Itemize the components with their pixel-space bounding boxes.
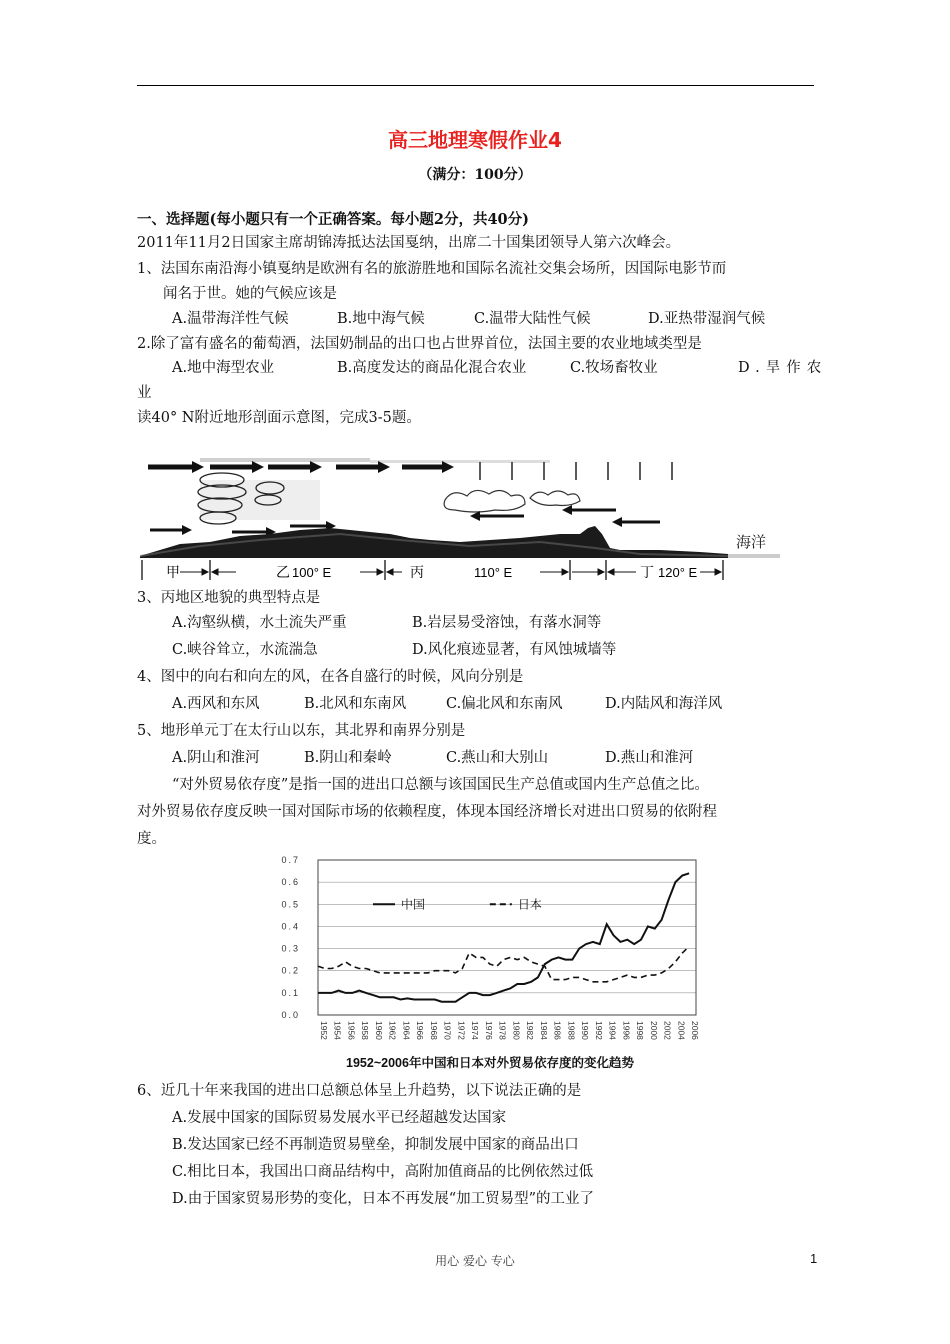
chart-legend [373, 896, 542, 911]
x-tick-label: 1952 [319, 1021, 329, 1040]
x-tick-label: 1960 [373, 1021, 384, 1040]
q3-option-b: B.岩层易受溶蚀，有落水洞等 [412, 615, 602, 631]
profile-intro: 读40° N附近地形剖面示意图，完成3-5题。 [137, 410, 421, 426]
longitude-100e: 100° E [292, 565, 332, 580]
q3-option-a: A.沟壑纵横，水土流失严重 [172, 615, 347, 631]
q3-stem: 3、丙地区地貌的典型特点是 [137, 590, 321, 606]
x-tick-label: 2000 [648, 1021, 659, 1040]
x-tick-label: 1978 [497, 1021, 508, 1040]
x-tick-label: 1984 [538, 1021, 549, 1040]
chart-title: 1952~2006年中国和日本对外贸易依存度的变化趋势 [346, 1056, 634, 1070]
x-axis-ticks [319, 1021, 700, 1040]
x-tick-label: 1974 [470, 1021, 481, 1040]
y-tick-label: 0.4 [281, 921, 300, 932]
q1-option-a: A.温带海洋性气候 [172, 311, 289, 327]
q2-option-b: B.高度发达的商品化混合农业 [337, 360, 527, 376]
q5-option-b: B.阴山和秦岭 [304, 750, 392, 766]
q1-option-b: B.地中海气候 [337, 311, 425, 327]
sea-surface [728, 554, 780, 558]
y-axis-ticks [281, 855, 300, 1020]
x-tick-label: 1988 [566, 1021, 577, 1040]
region-label-jia: 甲 [166, 564, 180, 580]
chart-grid [318, 882, 696, 993]
q4-option-c: C.偏北风和东南风 [446, 696, 563, 712]
paragraph-line-1: “对外贸易依存度”是指一国的进出口总额与该国国民生产总值或国内生产总值之比。 [172, 777, 709, 793]
x-tick-label: 1958 [360, 1021, 371, 1040]
x-tick-label: 1994 [607, 1021, 618, 1040]
y-tick-label: 0.0 [281, 1010, 300, 1020]
q2-option-c: C.牧场畜牧业 [570, 360, 658, 376]
region-label-bing: 丙 [410, 564, 424, 580]
legend-label: 日本 [517, 897, 542, 912]
x-tick-label: 1980 [511, 1021, 522, 1040]
x-tick-label: 1956 [346, 1021, 357, 1040]
x-tick-label: 1976 [483, 1021, 494, 1040]
q2-option-a: A.地中海型农业 [172, 360, 275, 376]
x-tick-label: 1970 [442, 1021, 453, 1040]
q2-option-d: D.旱作农 [738, 360, 828, 376]
chart-series [318, 873, 689, 1001]
q2-option-d-wrap: 业 [137, 385, 152, 401]
y-tick-label: 0.7 [281, 855, 300, 865]
region-label-ding: 丁 [640, 564, 654, 580]
y-tick-label: 0.1 [281, 987, 300, 998]
section-intro: 2011年11月2日国家主席胡锦涛抵达法国戛纳，出席二十国集团领导人第六次峰会。 [137, 235, 681, 251]
ocean-label: 海洋 [736, 534, 767, 551]
legend-label: 中国 [400, 897, 425, 912]
q1-stem: 1、法国东南沿海小镇戛纳是欧洲有名的旅游胜地和国际名流社交集会场所，因国际电影节而 [137, 261, 727, 277]
y-tick-label: 0.2 [281, 965, 300, 976]
q6-option-d: D.由于国家贸易形势的变化，日本不再发展“加工贸易型”的工业了 [172, 1191, 595, 1207]
x-tick-label: 1998 [635, 1021, 646, 1040]
q2-stem: 2.除了富有盛名的葡萄酒，法国奶制品的出口也占世界首位，法国主要的农业地域类型是 [137, 336, 702, 352]
x-tick-label: 2004 [676, 1021, 687, 1040]
longitude-120e: 120° E [658, 565, 698, 580]
page-number: 1 [810, 1251, 818, 1266]
y-tick-label: 0.5 [281, 899, 300, 910]
x-tick-label: 2006 [690, 1021, 701, 1040]
paragraph-line-3: 度。 [137, 831, 166, 847]
q3-option-c: C.峡谷耸立，水流湍急 [172, 642, 318, 658]
q4-option-d: D.内陆风和海洋风 [605, 696, 723, 712]
x-tick-label: 1982 [525, 1021, 536, 1040]
q4-option-b: B.北风和东南风 [304, 696, 407, 712]
q6-option-c: C.相比日本，我国出口商品结构中，高附加值商品的比例依然过低 [172, 1164, 594, 1180]
trade-dependency-chart [270, 848, 710, 1076]
q6-option-b: B.发达国家已经不再制造贸易壁垒，抑制发展中国家的商品出口 [172, 1137, 579, 1153]
x-tick-label: 1972 [456, 1021, 467, 1040]
q1-stem-continued: 闻名于世。她的气候应该是 [163, 286, 337, 302]
q3-option-d: D.风化痕迹显著，有风蚀城墙等 [412, 642, 617, 658]
header-rule [137, 85, 814, 86]
series-line-china [318, 873, 689, 1001]
q5-stem: 5、地形单元丁在太行山以东，其北界和南界分别是 [137, 723, 466, 739]
q4-stem: 4、图中的向右和向左的风，在各自盛行的时候，风向分别是 [137, 669, 524, 685]
q6-option-a: A.发展中国家的国际贸易发展水平已经超越发达国家 [172, 1110, 507, 1126]
x-tick-label: 2002 [662, 1021, 673, 1040]
longitude-110e: 110° E [474, 565, 513, 580]
x-tick-label: 1964 [401, 1021, 412, 1040]
x-tick-label: 1968 [428, 1021, 439, 1040]
section-heading: 一、选择题(每小题只有一个正确答案。每小题2分，共40分) [137, 211, 529, 228]
q5-option-d: D.燕山和淮河 [605, 750, 694, 766]
q1-option-c: C.温带大陆性气候 [474, 311, 591, 327]
y-tick-label: 0.3 [281, 943, 300, 954]
q1-option-d: D.亚热带湿润气候 [648, 311, 766, 327]
x-tick-label: 1990 [580, 1021, 591, 1040]
page-title: 高三地理寒假作业4 [388, 128, 562, 152]
x-tick-label: 1962 [387, 1021, 398, 1040]
series-line-japan [318, 946, 689, 981]
paragraph-line-2: 对外贸易依存度反映一国对国际市场的依赖程度，体现本国经济增长对进出口贸易的依附程 [137, 804, 717, 820]
q6-stem: 6、近几十年来我国的进出口总额总体呈上升趋势，以下说法正确的是 [137, 1083, 582, 1099]
q4-option-a: A.西风和东风 [172, 696, 260, 712]
plot-frame [318, 860, 696, 1015]
terrain-profile-diagram [140, 450, 780, 586]
x-tick-label: 1986 [552, 1021, 563, 1040]
page-subtitle: （满分：100分） [418, 167, 532, 183]
x-tick-label: 1996 [621, 1021, 632, 1040]
region-label-yi: 乙 [276, 564, 290, 580]
x-tick-label: 1966 [415, 1021, 426, 1040]
x-tick-label: 1954 [332, 1021, 343, 1040]
q5-option-a: A.阴山和淮河 [172, 750, 260, 766]
page-footer: 用心 爱心 专心 [435, 1254, 515, 1268]
x-tick-label: 1992 [593, 1021, 604, 1040]
y-tick-label: 0.6 [281, 877, 300, 888]
q5-option-c: C.燕山和大别山 [446, 750, 549, 766]
